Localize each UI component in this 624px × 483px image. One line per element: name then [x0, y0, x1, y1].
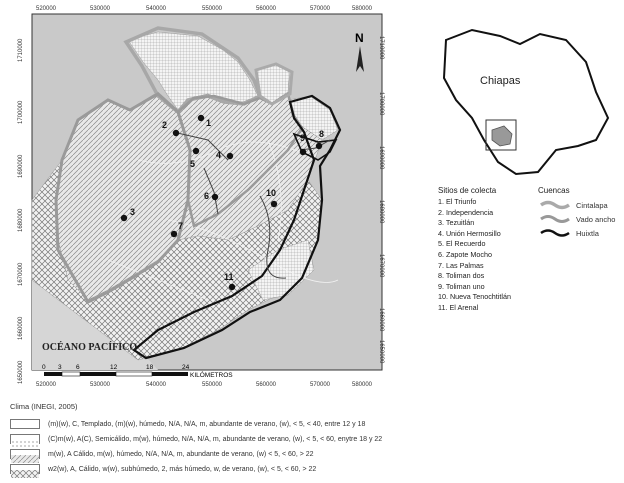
site-label-3: 3 [130, 207, 136, 217]
site-label-4: 4 [216, 150, 222, 160]
svg-text:N: N [355, 31, 364, 45]
x-tick-bottom: 570000 [310, 382, 331, 388]
basin-swatch-icon [540, 228, 570, 238]
site-marker-11 [229, 284, 235, 290]
sites-legend [438, 186, 548, 314]
site-list-item: 8. Toliman dos [438, 271, 485, 281]
basin-swatch-icon [540, 200, 570, 210]
site-marker-8 [316, 143, 322, 149]
ocean-label: OCÉANO PACÍFICO [42, 342, 138, 353]
climate-legend-row [10, 463, 316, 475]
x-tick-bottom: 520000 [36, 382, 57, 388]
site-marker-3 [121, 215, 127, 221]
y-tick-left: 1660000 [18, 316, 24, 340]
basin-legend-vado-ancho [540, 214, 615, 224]
site-marker-10 [271, 201, 277, 207]
basin-label: Cintalapa [576, 200, 608, 210]
svg-text:6: 6 [76, 364, 80, 371]
climate-legend-text: m(w), A Cálido, m(w), húmedo, N/A, N/A, m, abundante de verano, (w) < 5, < 60, > 22 [48, 450, 314, 458]
site-list-item: 1. El Triunfo [438, 197, 477, 206]
x-tick-bottom: 560000 [256, 382, 277, 388]
site-marker-7 [171, 231, 177, 237]
site-list-item: 7. Las Palmas [438, 260, 484, 270]
site-marker-6 [212, 194, 218, 200]
chiapas-outline [444, 30, 608, 174]
site-list-item: 11. El Arenal [438, 302, 479, 312]
climate-swatch-plain [10, 419, 40, 429]
site-label-1: 1 [206, 118, 212, 128]
site-marker-5 [193, 148, 199, 154]
y-tick-left: 1650000 [18, 360, 24, 384]
site-list-item: 4. Unión Hermosillo [438, 228, 501, 238]
basin-label: Vado ancho [576, 214, 616, 224]
x-tick-top: 580000 [352, 6, 373, 12]
climate-legend-row [10, 448, 314, 460]
site-list-item: 6. Zapote Mocho [438, 249, 492, 259]
site-label-6: 6 [204, 191, 210, 201]
basin-legend-cintalapa [540, 200, 608, 210]
site-marker-1 [198, 115, 204, 121]
climate-legend-text: (m)(w), C, Templado, (m)(w), húmedo, N/A, N/A, m, abundante de verano, (w), < 5, < 40, entre 12 y 18 [48, 420, 366, 428]
y-tick-right: 1700000 [378, 92, 384, 116]
y-tick-left: 1700000 [18, 100, 24, 124]
x-tick-top: 560000 [256, 6, 277, 12]
site-list-item: 10. Nueva Tenochtitlán [438, 292, 511, 302]
y-tick-left: 1690000 [18, 154, 24, 178]
site-list-item: 9. Toliman uno [438, 281, 485, 291]
y-tick-left: 1680000 [18, 208, 24, 232]
inset-map [428, 22, 618, 182]
climate-legend-title: Clima (INEGI, 2005) [10, 402, 78, 411]
svg-text:0: 0 [42, 364, 46, 371]
site-list-item: 2. Independencia [438, 207, 494, 217]
climate-swatch-diagonal [10, 449, 40, 459]
site-label-7: 7 [178, 221, 184, 231]
site-label-2: 2 [162, 120, 168, 130]
climate-legend-text: (C)m(w), A(C), Semicálido, m(w), húmedo, N/A, N/A, m, abundante de verano, (w), < 5, < 60, enytre 18 y 22 [48, 435, 383, 443]
climate-legend-row [10, 418, 365, 430]
climate-legend-row [10, 433, 382, 445]
site-list-item: 5. El Recuerdo [438, 239, 486, 249]
y-tick-right: 1660000 [378, 308, 384, 332]
svg-text:3: 3 [58, 364, 62, 371]
map-canvas [18, 0, 390, 392]
site-label-8: 8 [319, 129, 325, 139]
site-marker-9 [300, 149, 306, 155]
climate-swatch-dots [10, 434, 40, 444]
y-tick-left: 1710000 [18, 38, 24, 62]
inset-state-label: Chiapas [480, 75, 521, 87]
basin-label: Huixtla [576, 228, 599, 238]
sites-legend-title: Sitios de colecta [438, 186, 497, 195]
site-label-11: 11 [224, 272, 234, 282]
x-tick-bottom: 540000 [146, 382, 167, 388]
x-tick-bottom: 580000 [352, 382, 373, 388]
x-tick-bottom: 550000 [202, 382, 223, 388]
site-list-item: 3. Tezuitlán [438, 218, 475, 228]
site-marker-2 [173, 130, 179, 136]
site-label-5: 5 [190, 159, 196, 169]
main-map [18, 0, 390, 392]
basin-swatch-icon [540, 214, 570, 224]
y-tick-right: 1680000 [378, 200, 384, 224]
y-tick-right: 1650000 [378, 340, 384, 364]
climate-swatch-crosshatch [10, 464, 40, 474]
x-tick-top: 530000 [90, 6, 111, 12]
basins-legend-title: Cuencas [538, 186, 570, 195]
x-tick-top: 540000 [146, 6, 167, 12]
x-tick-bottom: 530000 [90, 382, 111, 388]
x-tick-top: 550000 [202, 6, 223, 12]
site-marker-4 [227, 153, 233, 159]
svg-text:12: 12 [110, 364, 118, 371]
y-tick-right: 1710000 [378, 36, 384, 60]
inset-canvas [428, 22, 618, 182]
y-tick-left: 1670000 [18, 262, 24, 286]
basin-legend-huixtla [540, 228, 599, 238]
x-tick-top: 520000 [36, 6, 57, 12]
site-label-9: 9 [300, 133, 306, 143]
y-tick-right: 1690000 [378, 146, 384, 170]
y-tick-right: 1670000 [378, 254, 384, 278]
svg-text:24: 24 [182, 364, 190, 371]
x-tick-top: 570000 [310, 6, 331, 12]
svg-text:18: 18 [146, 364, 154, 371]
svg-text:KILÓMETROS: KILÓMETROS [190, 372, 233, 379]
site-label-10: 10 [266, 188, 277, 198]
climate-legend-text: w2(w), A, Cálido, w(w), subhúmedo, 2, más húmedo, w, de verano, (w), < 5, < 60, > 22 [48, 465, 317, 473]
